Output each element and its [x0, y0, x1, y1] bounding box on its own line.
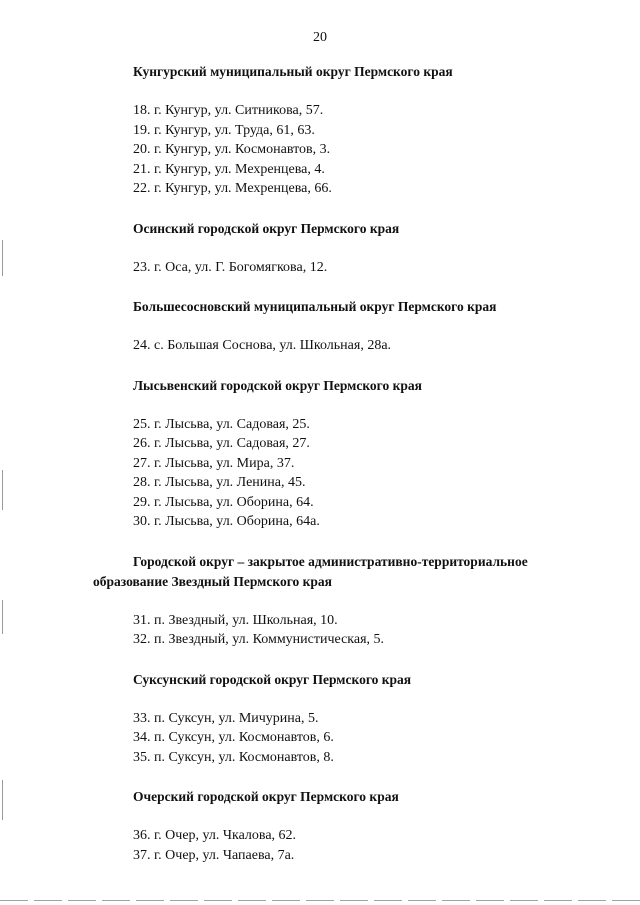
list-item: 27. г. Лысьва, ул. Мира, 37.: [133, 455, 295, 471]
list-item: 21. г. Кунгур, ул. Мехренцева, 4.: [133, 161, 325, 177]
address-list: [0, 336, 640, 356]
address-list: [0, 258, 640, 278]
list-item: 30. г. Лысьва, ул. Оборина, 64а.: [133, 514, 320, 529]
document-body: [0, 62, 640, 865]
address-list: [0, 709, 640, 768]
list-item: 18. г. Кунгур, ул. Ситникова, 57.: [133, 103, 324, 118]
section-ocher: [0, 787, 640, 865]
section-title: Кунгурский муниципальный округ Пермского края: [133, 64, 453, 79]
list-item: 28. г. Лысьва, ул. Ленина, 45.: [133, 475, 306, 490]
list-item: 36. г. Очер, ул. Чкалова, 62.: [133, 828, 297, 843]
list-item: 26. г. Лысьва, ул. Садовая, 27.: [133, 436, 310, 451]
address-list: [0, 101, 640, 199]
section-osa: [0, 219, 640, 278]
section-title: Большесосновский муниципальный округ Пермского края: [133, 299, 497, 314]
list-item: 20. г. Кунгур, ул. Космонавтов, 3.: [133, 142, 331, 157]
list-item: 37. г. Очер, ул. Чапаева, 7а.: [133, 847, 295, 863]
list-item: 29. г. Лысьва, ул. Оборина, 64.: [133, 494, 314, 510]
section-lysva: [0, 376, 640, 532]
scan-edge-mark: [2, 470, 3, 510]
section-title: Осинский городской округ Пермского края: [133, 220, 400, 236]
list-item: 31. п. Звездный, ул. Школьная, 10.: [133, 612, 338, 628]
list-item: 23. г. Оса, ул. Г. Богомягкова, 12.: [133, 259, 328, 275]
scan-edge-mark: [2, 240, 3, 276]
section-bolshaya-sosnova: [0, 297, 640, 356]
address-list: [0, 415, 640, 532]
list-item: 24. с. Большая Соснова, ул. Школьная, 28а.: [133, 338, 392, 353]
list-item: 34. п. Суксун, ул. Космонавтов, 6.: [133, 730, 334, 745]
list-item: 33. п. Суксун, ул. Мичурина, 5.: [133, 710, 319, 726]
scan-edge-mark: [2, 780, 3, 820]
list-item: 32. п. Звездный, ул. Коммунистическая, 5.: [133, 632, 385, 647]
scan-bottom-edge: [0, 900, 640, 901]
section-title: Очерский городской округ Пермского края: [133, 789, 399, 804]
scan-edge-mark: [2, 600, 3, 634]
list-item: 19. г. Кунгур, ул. Труда, 61, 63.: [133, 122, 315, 138]
address-list: [0, 611, 640, 650]
section-title: Лысьвенский городской округ Пермского края: [133, 377, 422, 393]
section-suksun: [0, 670, 640, 768]
section-zvezdny: [0, 552, 640, 650]
section-kungur: [0, 62, 640, 199]
section-title: Городской округ – закрытое административно-территориальное образование Звездный Пермского края: [93, 553, 528, 589]
section-title: Суксунский городской округ Пермского края: [133, 671, 412, 687]
page-number: 20: [313, 30, 327, 45]
list-item: 22. г. Кунгур, ул. Мехренцева, 66.: [133, 181, 332, 196]
list-item: 25. г. Лысьва, ул. Садовая, 25.: [133, 416, 310, 432]
address-list: [0, 826, 640, 865]
list-item: 35. п. Суксун, ул. Космонавтов, 8.: [133, 749, 334, 765]
